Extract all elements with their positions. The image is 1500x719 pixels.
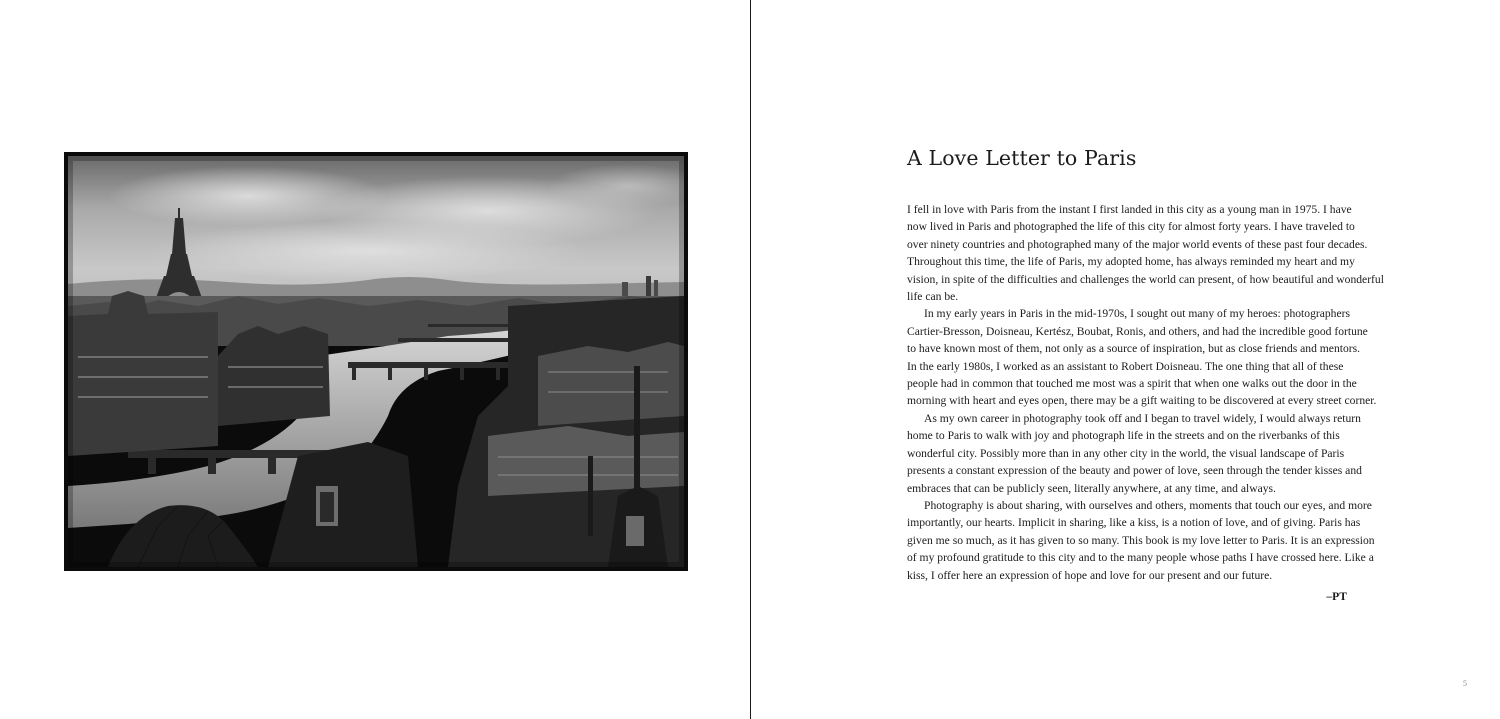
text-line: presents a constant expression of the beauty and power of love, seen through the tender kisses and	[907, 464, 1362, 478]
text-line: I fell in love with Paris from the instant I first landed in this city as a young man in 1975. I have	[907, 203, 1352, 216]
text-line: In the early 1980s, I worked as an assistant to Robert Doisneau. The one thing that all of these	[907, 359, 1344, 373]
paris-photograph-image	[68, 156, 684, 567]
text-line: morning with heart and eyes open, there may be a gift waiting to be discovered at every street corner.	[907, 394, 1377, 408]
text-line: given me so much, as it has given to so many. This book is my love letter to Paris. It is an expression	[907, 533, 1375, 547]
page-number: 5	[1463, 679, 1467, 688]
text-line: Throughout this time, the life of Paris, my adopted home, has always reminded my heart and my	[907, 255, 1355, 269]
text-line: home to Paris to walk with joy and photograph life in the streets and on the riverbanks of this	[907, 429, 1340, 443]
text-line: wonderful city. Possibly more than in any other city in the world, the visual landscape of Paris	[907, 446, 1345, 460]
text-line: importantly, our hearts. Implicit in sharing, like a kiss, is a notion of love, and of giving. Paris has	[907, 516, 1361, 530]
page-title: A Love Letter to Paris	[907, 146, 1137, 170]
text-line: of my profound gratitude to this city and to the many people whose paths I have crossed here. Like a	[907, 551, 1374, 565]
right-page	[751, 0, 1500, 719]
paris-photograph	[64, 152, 688, 571]
text-line: over ninety countries and photographed many of the major world events of these past four decades.	[907, 237, 1368, 251]
text-line: As my own career in photography took off and I began to travel widely, I would always return	[924, 411, 1361, 425]
text-line: kiss, I offer here an expression of hope and love for our present and our future.	[907, 568, 1273, 582]
text-line: to have known most of them, not only as a source of inspiration, but as close friends and mentors.	[907, 342, 1361, 356]
text-line: vision, in spite of the difficulties and challenges the world can present, of how beautiful and wonderful	[907, 272, 1384, 286]
essay-body	[907, 201, 1384, 584]
text-line: In my early years in Paris in the mid-1970s, I sought out many of my heroes: photographers	[924, 307, 1350, 321]
author-signature: –PT	[1326, 590, 1347, 603]
text-line: embraces that can be publicly seen, literally anywhere, at any time, and always.	[907, 481, 1276, 495]
text-line: now lived in Paris and photographed the life of this city for almost forty years. I have traveled to	[907, 220, 1355, 234]
text-line: Photography is about sharing, with ourselves and others, moments that touch our eyes, and more	[924, 498, 1372, 512]
text-line: people had in common that touched me most was a spirit that when one walks out the door in the	[907, 377, 1357, 391]
text-line: life can be.	[907, 290, 959, 304]
text-line: Cartier-Bresson, Doisneau, Kertész, Boubat, Ronis, and others, and had the incredible good fortune	[907, 324, 1368, 338]
